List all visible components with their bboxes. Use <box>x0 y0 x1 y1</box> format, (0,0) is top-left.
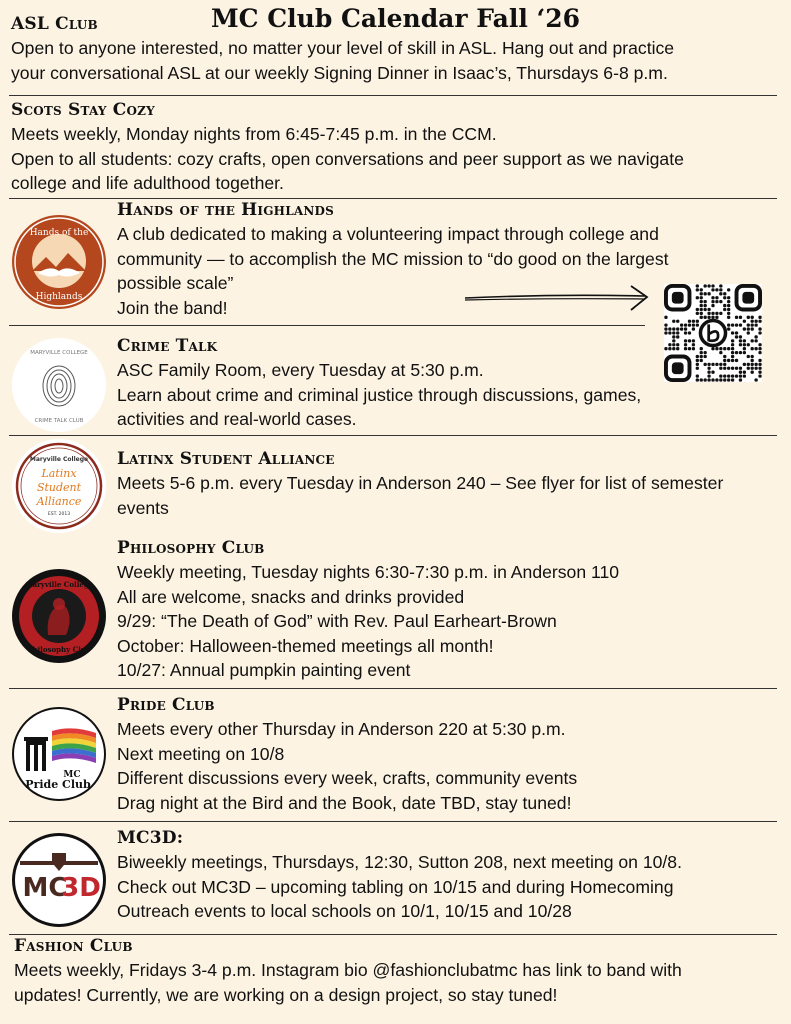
text-line: Weekly meeting, Tuesday nights 6:30-7:30 p.m. in Anderson 110 <box>117 562 620 582</box>
club-description <box>117 717 577 815</box>
latinx-student-alliance-section <box>117 449 723 520</box>
text-line: Meets weekly, Monday nights from 6:45-7:45 p.m. in the CCM. <box>11 124 497 144</box>
pride-club-section <box>117 695 577 815</box>
logo-text: MARYVILLE COLLEGE <box>30 350 88 356</box>
logo-text: Maryville College <box>24 580 94 589</box>
logo-text: Student <box>36 481 82 494</box>
divider <box>9 325 645 326</box>
text-line: Biweekly meetings, Thursdays, 12:30, Sutton 208, next meeting on 10/8. <box>117 852 682 872</box>
text-line: Meets weekly, Fridays 3-4 p.m. Instagram bio @fashionclubatmc has link to band with <box>14 960 682 980</box>
club-name: Latinx Student Alliance <box>117 449 335 469</box>
page-title: MC Club Calendar Fall ‘26 <box>210 4 581 33</box>
text-line: possible scale” <box>117 273 234 293</box>
mc3d-logo <box>12 833 106 927</box>
club-name: Hands of the Highlands <box>117 200 335 220</box>
club-description <box>11 122 684 196</box>
text-line: your conversational ASL at our weekly Signing Dinner in Isaac’s, Thursdays 6-8 p.m. <box>11 62 668 83</box>
logo-text: CRIME TALK CLUB <box>34 418 84 424</box>
divider <box>9 934 777 935</box>
logo-text: EST. 2013 <box>47 512 71 517</box>
text-line: events <box>117 497 169 518</box>
text-line: Open to anyone interested, no matter your level of skill in ASL. Hang out and practice <box>11 38 675 58</box>
club-description <box>117 560 619 683</box>
logo-text: Alliance <box>36 495 82 508</box>
crime-talk-section <box>117 336 641 432</box>
logo-text: Hands of the <box>29 228 89 238</box>
logo-text: Latinx <box>41 467 77 480</box>
text-line: updates! Currently, we are working on a design project, so stay tuned! <box>14 984 558 1005</box>
text-line: A club dedicated to making a volunteering impact through college and <box>117 224 659 244</box>
divider <box>9 198 777 199</box>
logo-text: MC <box>22 873 68 903</box>
text-line: Drag night at the Bird and the Book, date TBD, stay tuned! <box>117 792 572 813</box>
club-name: MC3D: <box>117 828 184 848</box>
text-line: activities and real-world cases. <box>117 409 357 429</box>
divider <box>9 435 777 436</box>
text-line: Outreach events to local schools on 10/1, 10/15 and 10/28 <box>117 901 572 921</box>
club-name: Scots Stay Cozy <box>11 100 155 120</box>
club-description <box>11 36 674 85</box>
join-band-text: Join the band! <box>117 297 228 318</box>
logo-text: Maryville College <box>29 456 89 463</box>
text-line: community — to accomplish the MC mission to “do good on the largest <box>117 248 669 269</box>
arrow-right-icon <box>463 284 653 324</box>
club-name: Pride Club <box>117 695 215 715</box>
philosophy-club-section <box>117 538 619 683</box>
text-line: Check out MC3D – upcoming tabling on 10/15 and during Homecoming <box>117 876 674 897</box>
text-line: All are welcome, snacks and drinks provided <box>117 586 465 607</box>
text-line: college and life adulthood together. <box>11 173 284 193</box>
scots-stay-cozy-section <box>11 100 684 196</box>
text-line: Learn about crime and criminal justice through discussions, games, <box>117 384 642 405</box>
logo-text: Philosophy Club <box>27 645 91 654</box>
hands-of-the-highlands-logo <box>12 215 106 309</box>
club-description <box>117 850 682 924</box>
text-line: Different discussions every week, crafts, community events <box>117 768 578 788</box>
logo-text: 3D <box>61 873 101 903</box>
text-line: Meets 5-6 p.m. every Tuesday in Anderson 240 – See flyer for list of semester <box>117 473 724 493</box>
club-description <box>117 358 641 432</box>
text-line: Next meeting on 10/8 <box>117 743 285 764</box>
text-line: 10/27: Annual pumpkin painting event <box>117 660 411 680</box>
qr-code-icon[interactable] <box>664 284 762 382</box>
mc3d-section <box>117 828 682 924</box>
logo-text: MC <box>63 770 81 780</box>
divider <box>9 688 777 689</box>
club-description <box>117 471 723 520</box>
logo-text: Highlands <box>35 292 83 302</box>
text-line: 9/29: “The Death of God” with Rev. Paul Earheart-Brown <box>117 611 557 631</box>
text-line: Open to all students: cozy crafts, open conversations and peer support as we navigate <box>11 148 684 169</box>
text-line: October: Halloween-themed meetings all month! <box>117 635 494 656</box>
club-name: ASL Club <box>11 14 98 34</box>
pride-club-logo <box>12 707 106 801</box>
crime-talk-logo <box>12 338 106 432</box>
latinx-student-alliance-logo <box>12 439 106 533</box>
divider <box>9 821 777 822</box>
club-name: Crime Talk <box>117 336 218 356</box>
divider <box>9 95 777 96</box>
fashion-club-section <box>14 936 682 1007</box>
text-line: Meets every other Thursday in Anderson 220 at 5:30 p.m. <box>117 719 566 739</box>
club-name: Fashion Club <box>14 936 133 956</box>
asl-club-section <box>11 14 674 85</box>
club-name: Philosophy Club <box>117 538 265 558</box>
philosophy-club-logo <box>12 569 106 663</box>
club-description <box>14 958 682 1007</box>
text-line: ASC Family Room, every Tuesday at 5:30 p.m. <box>117 360 484 380</box>
logo-text: Pride Club <box>25 778 91 791</box>
